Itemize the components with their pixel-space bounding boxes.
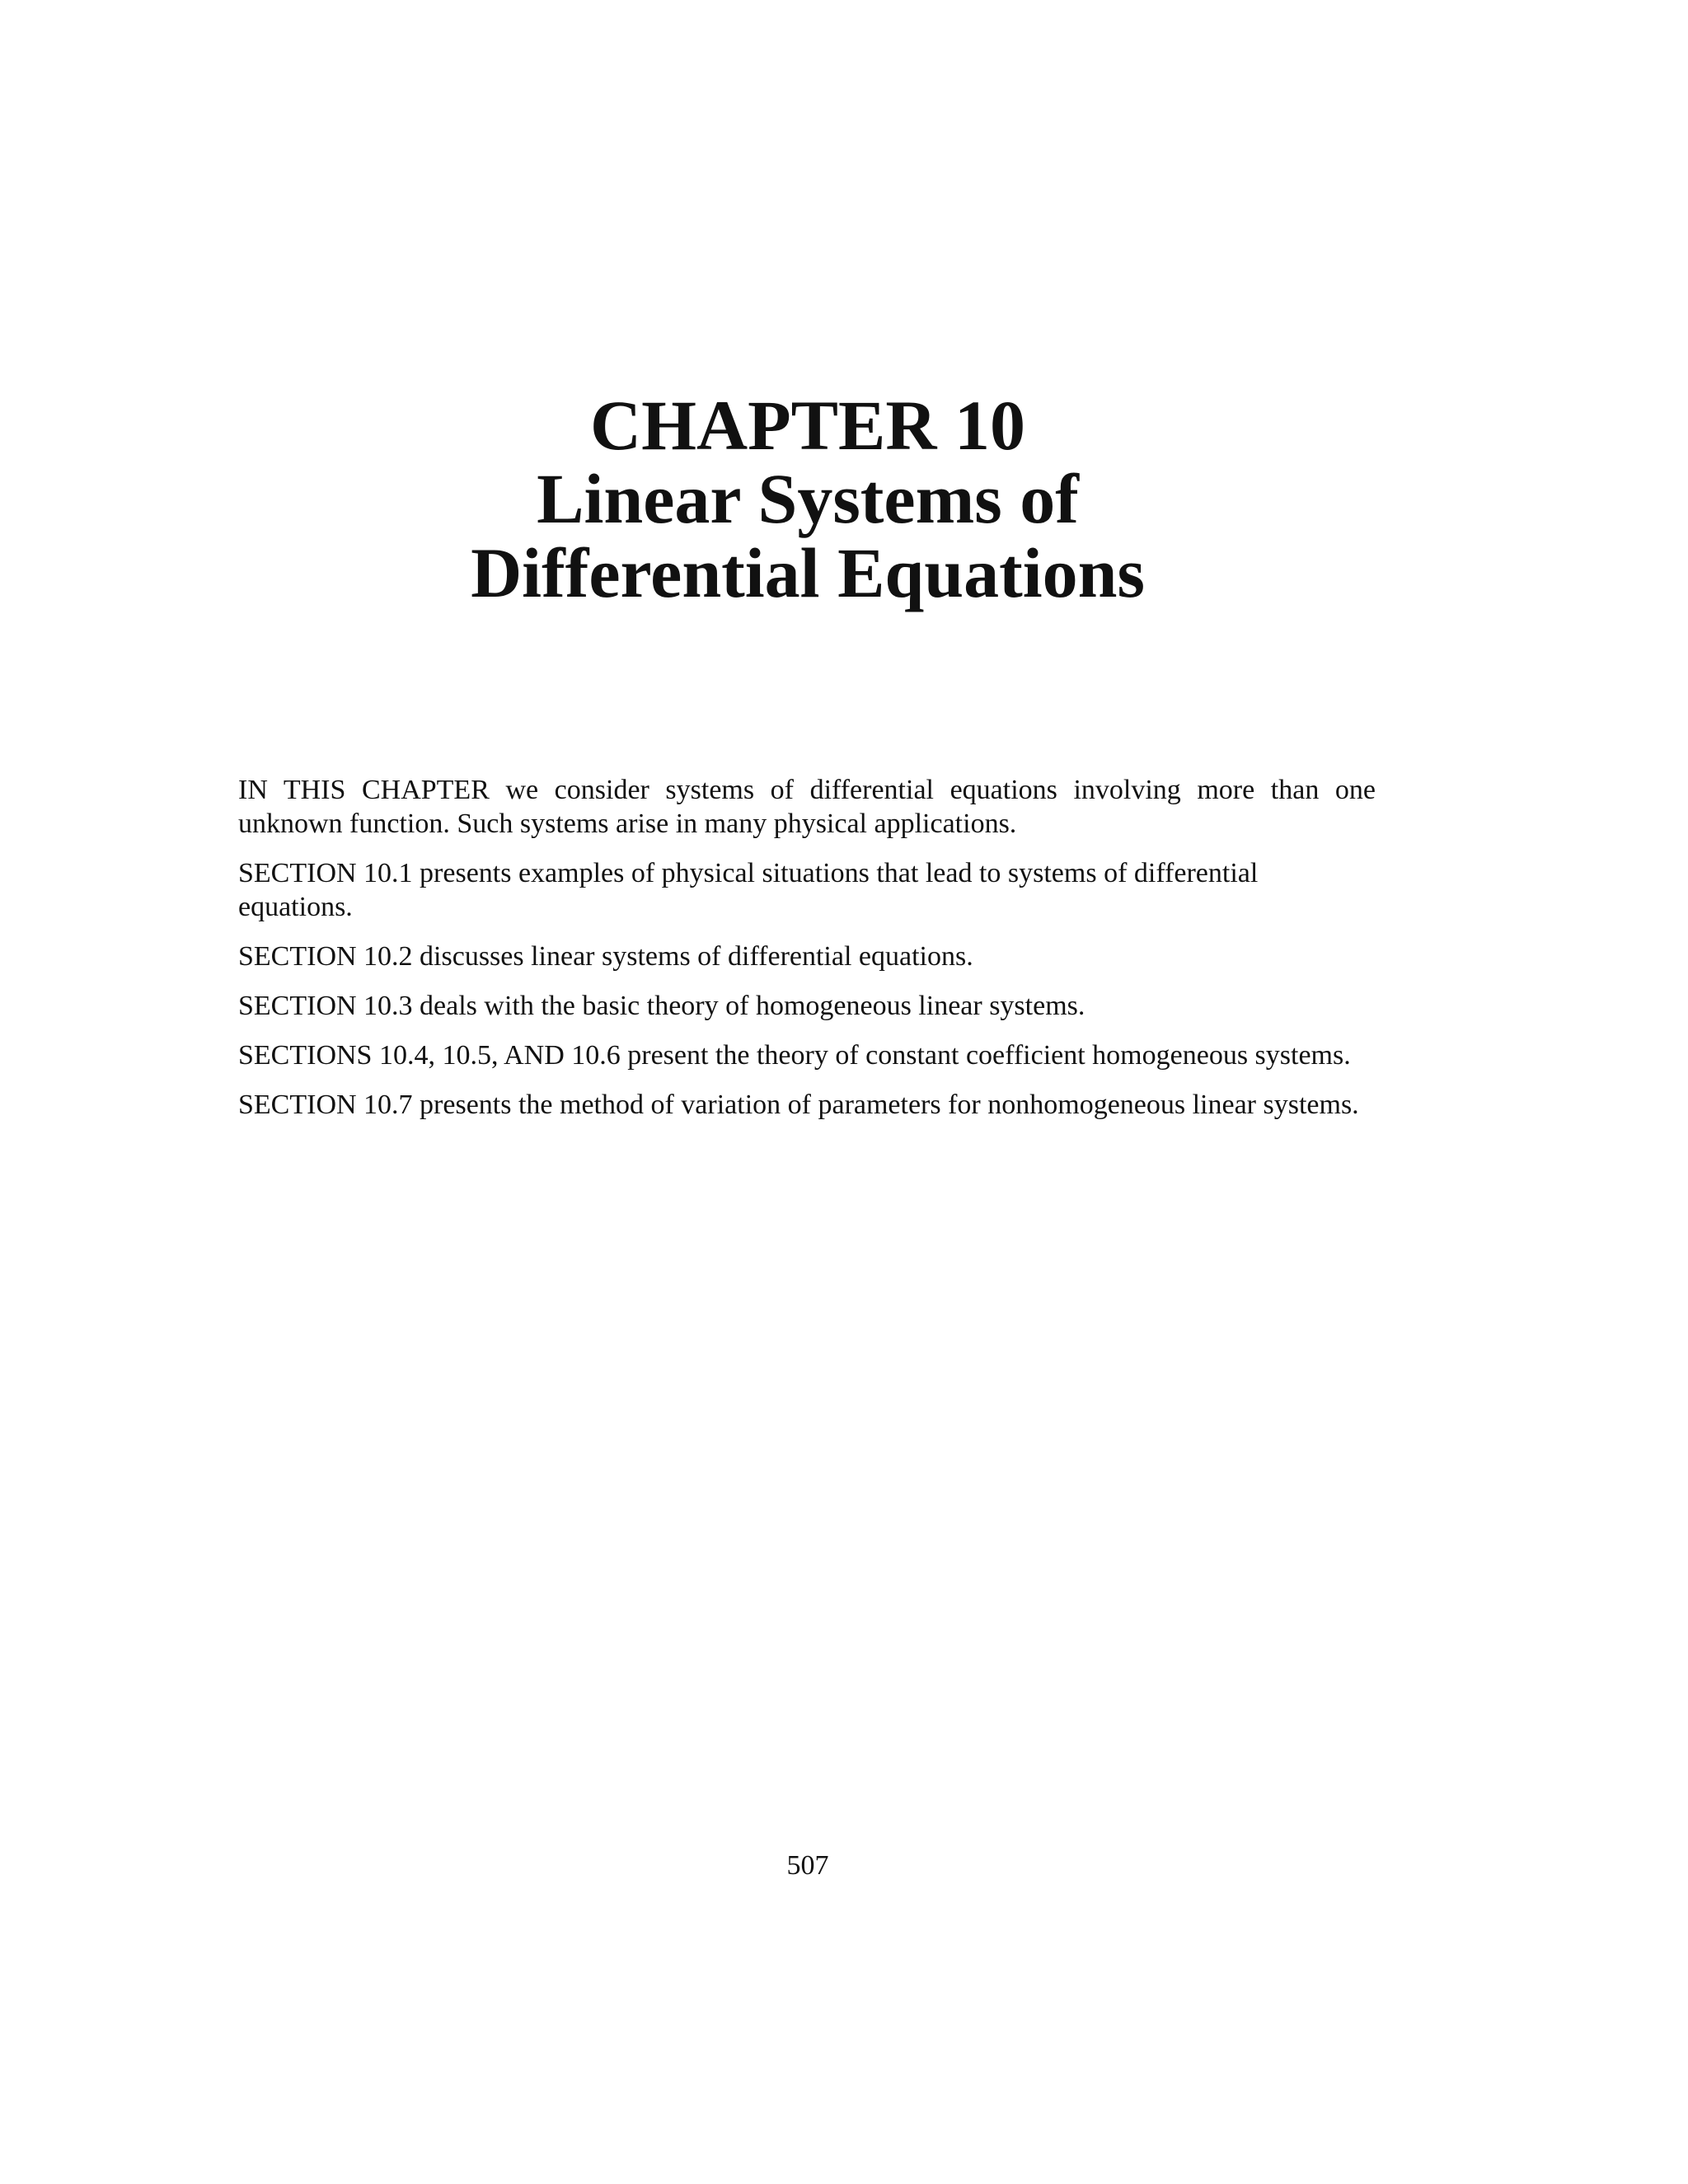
- section-summary-10-4-10-6: SECTIONS 10.4, 10.5, AND 10.6 present the theory of constant coefficient homogeneous systems.: [238, 1040, 1351, 1071]
- section-summary-10-7: SECTION 10.7 presents the method of variation of parameters for nonhomogeneous linear systems.: [238, 1090, 1359, 1120]
- chapter-intro: [238, 773, 1376, 1137]
- section-summary-10-1: SECTION 10.1 presents examples of physical situations that lead to systems of differential equations.: [238, 858, 1259, 922]
- section-summary-10-3: SECTION 10.3 deals with the basic theory of homogeneous linear systems.: [238, 991, 1085, 1021]
- page-number: 507: [786, 1850, 829, 1881]
- intro-paragraph: IN THIS CHAPTER we consider systems of differential equations involving more than one unknown function. Such systems arise in many physical applications.: [238, 775, 1376, 839]
- section-summary-10-2: SECTION 10.2 discusses linear systems of differential equations.: [238, 941, 973, 972]
- chapter-title: Linear Systems of Differential Equations: [471, 459, 1145, 612]
- chapter-label: CHAPTER 10: [590, 386, 1025, 465]
